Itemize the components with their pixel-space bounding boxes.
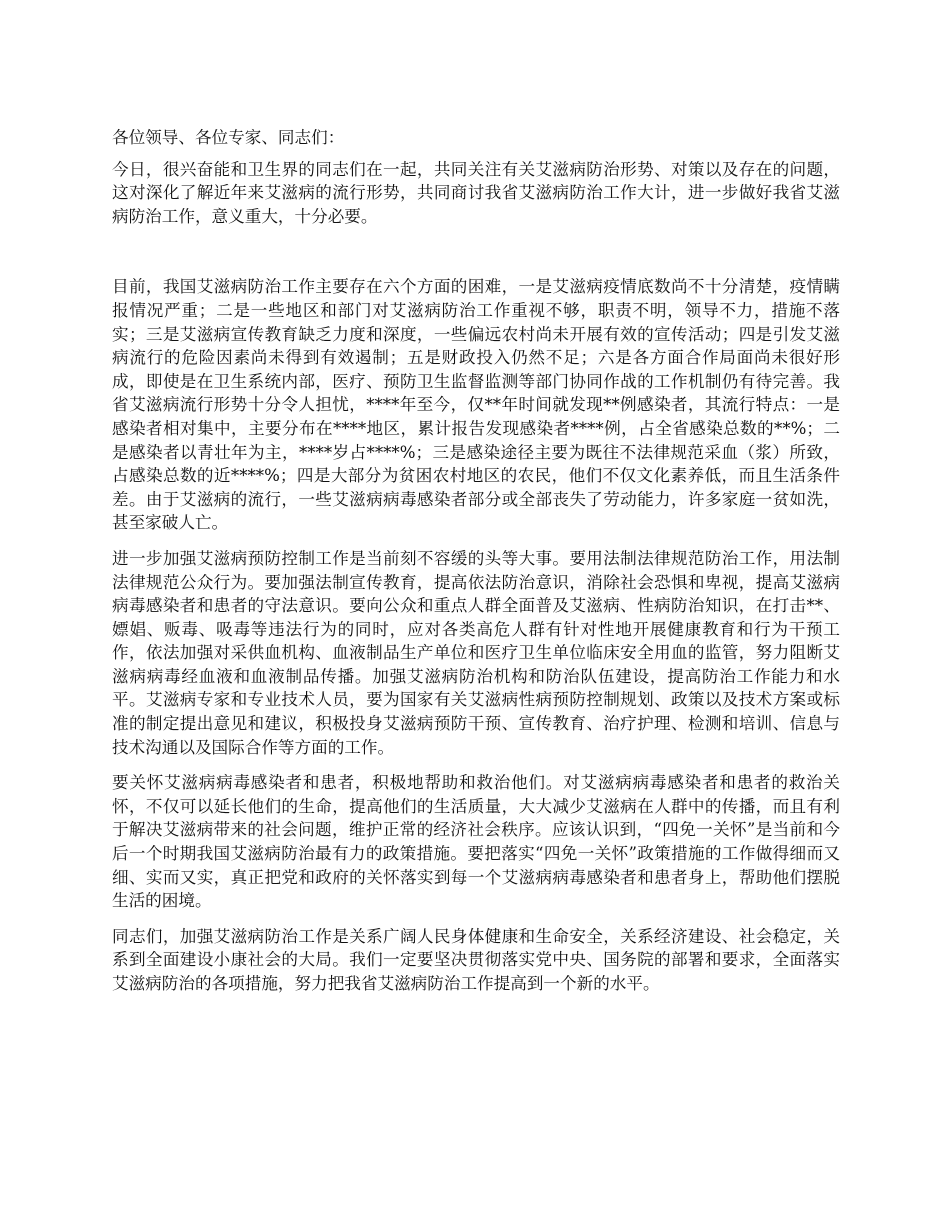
paragraph-closing: 同志们，加强艾滋病防治工作是关系广阔人民身体健康和生命安全，关系经济建设、社会稳定，关系到全面建设小康社会的大局。我们一定要坚决贯彻落实党中央、国务院的部署和要求，全面落实艾滋病防治的各项措施，努力把我省艾滋病防治工作提高到一个新的水平。 <box>112 926 840 993</box>
paragraph-opening: 今日，很兴奋能和卫生界的同志们在一起，共同关注有关艾滋病防治形势、对策以及存在的问题，这对深化了解近年来艾滋病的流行形势，共同商讨我省艾滋病防治工作大计，进一步做好我省艾滋病防治工作，意义重大，十分必要。 <box>112 159 840 226</box>
paragraph-prevention: 进一步加强艾滋病预防控制工作是当前刻不容缓的头等大事。要用法制法律规范防治工作，用法制法律规范公众行为。要加强法制宣传教育，提高依法防治意识，消除社会恐惧和卑视，提高艾滋病病毒感染者和患者的守法意识。要向公众和重点人群全面普及艾滋病、性病防治知识，在打击**、嫖娼、贩毒、吸毒等违法行为的同时，应对各类高危人群有针对性地开展健康教育和行为干预工作，依法加强对采供血机构、血液制品生产单位和医疗卫生单位临床安全用血的监管，努力阻断艾滋病病毒经血液和血液制品传播。加强艾滋病防治机构和防治队伍建设，提高防治工作能力和水平。艾滋病专家和专业技术人员，要为国家有关艾滋病性病预防控制规划、政策以及技术方案或标准的制定提出意见和建议，积极投身艾滋病预防干预、宣传教育、治疗护理、检测和培训、信息与技术沟通以及国际合作等方面的工作。 <box>112 548 840 757</box>
greeting: 各位领导、各位专家、同志们： <box>112 128 345 147</box>
paragraph-care: 要关怀艾滋病病毒感染者和患者，积极地帮助和救治他们。对艾滋病病毒感染者和患者的救治关怀，不仅可以延长他们的生命，提高他们的生活质量，大大减少艾滋病在人群中的传播，而且有利于解决艾滋病带来的社会问题，维护正常的经济社会秩序。应该认识到，“四免一关怀”是当前和今后一个时期我国艾滋病防治最有力的政策措施。要把落实“四免一关怀”政策措施的工作做得细而又细、实而又实，真正把党和政府的关怀落实到每一个艾滋病病毒感染者和患者身上，帮助他们摆脱生活的困境。 <box>112 773 840 911</box>
document-page <box>112 126 840 1008</box>
paragraph-difficulties: 目前，我国艾滋病防治工作主要存在六个方面的困难，一是艾滋病疫情底数尚不十分清楚，疫情瞒报情况严重；二是一些地区和部门对艾滋病防治工作重视不够，职责不明，领导不力，措施不落实；三是艾滋病宣传教育缺乏力度和深度，一些偏远农村尚未开展有效的宣传活动；四是引发艾滋病流行的危险因素尚未得到有效遏制；五是财政投入仍然不足；六是各方面合作局面尚未很好形成，即使是在卫生系统内部，医疗、预防卫生监督监测等部门协同作战的工作机制仍有待完善。我省艾滋病流行形势十分令人担忧，****年至今，仅**年时间就发现**例感染者，其流行特点：一是感染者相对集中，主要分布在****地区，累计报告发现感染者****例，占全省感染总数的**%；二是感染者以青壮年为主，****岁占****%；三是感染途径主要为既往不法律规范采血（浆）所致，占感染总数的近****%；四是大部分为贫困农村地区的农民，他们不仅文化素养低，而且生活条件差。由于艾滋病的流行，一些艾滋病病毒感染者部分或全部丧失了劳动能力，许多家庭一贫如洗，甚至家破人亡。 <box>112 277 840 533</box>
